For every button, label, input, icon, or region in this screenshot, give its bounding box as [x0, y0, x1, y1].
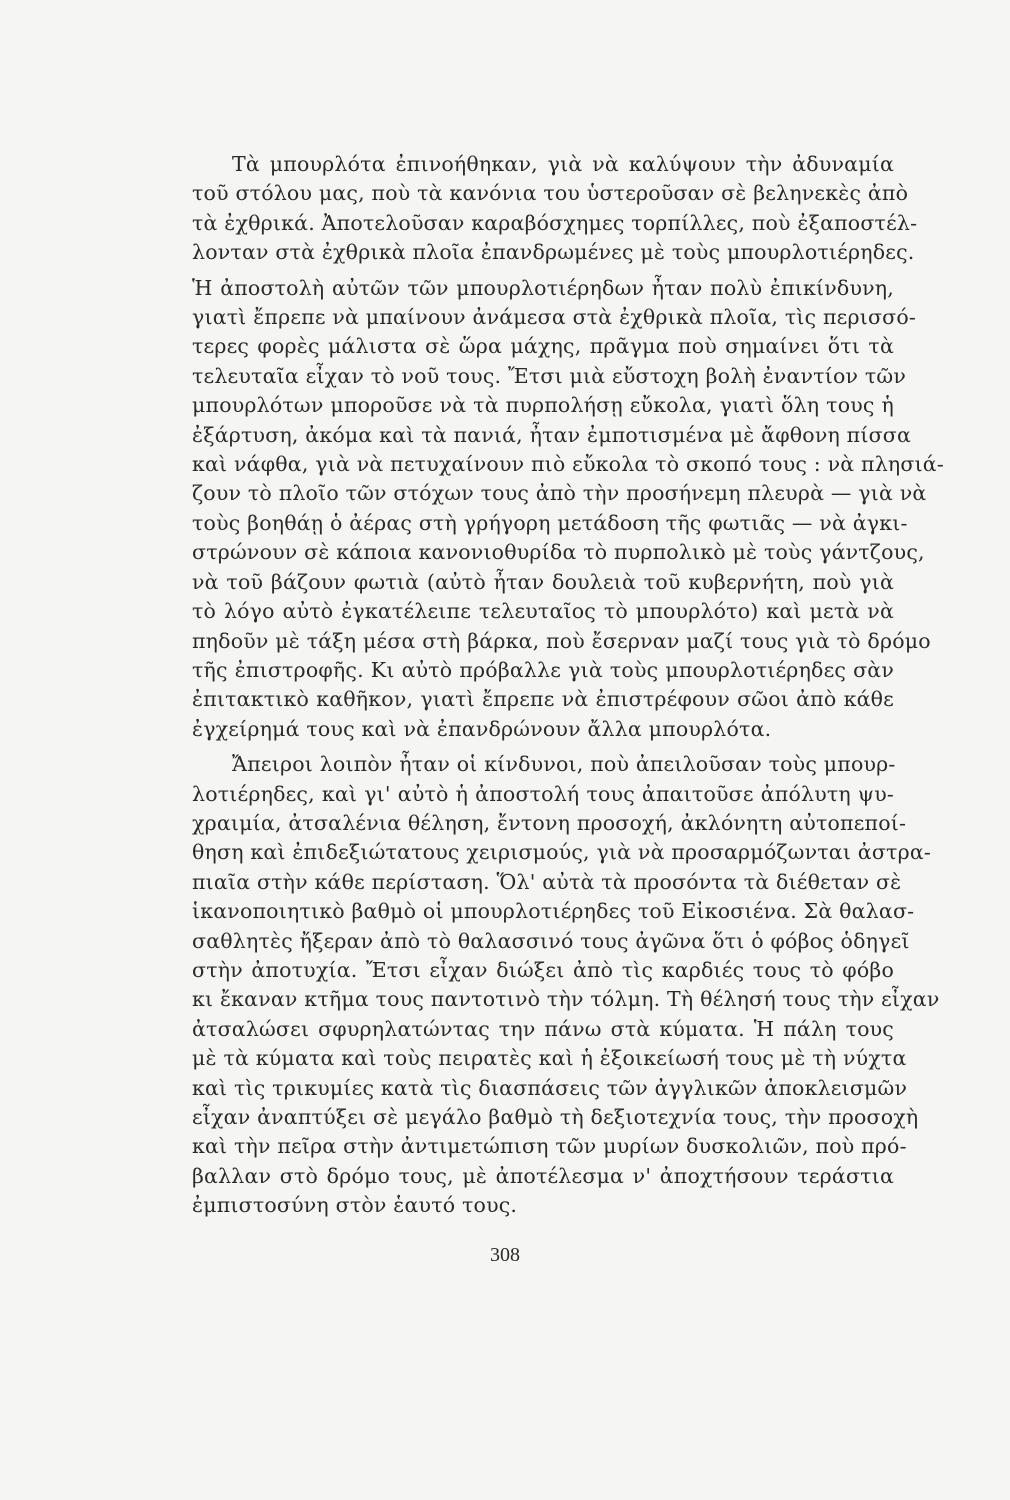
text-line: στρώνουν σὲ κάποια κανονιοθυρίδα τὸ πυρπολικὸ μὲ τοὺς γάντζους,	[192, 540, 925, 565]
text-line: κι ἔκαναν κτῆμα τους παντοτινὸ τὴν τόλμη. Τὴ θέλησή τους τὴν εἶχαν	[192, 987, 940, 1012]
text-line: μπουρλότων μποροῦσε νὰ τὰ πυρπολήσῃ εὔκολα, γιατὶ ὅλη τους ἡ	[192, 393, 894, 418]
paragraph-1	[192, 150, 918, 268]
text-line: καὶ τὶς τρικυμίες κατὰ τὶς διασπάσεις τῶν ἀγγλικῶν ἀποκλεισμῶν	[192, 1075, 908, 1100]
text-line: νὰ τοῦ βάζουν φωτιὰ (αὐτὸ ἦταν δουλειὰ τοῦ κυβερνήτη, ποὺ γιὰ	[192, 569, 894, 594]
text-line: εἶχαν ἀναπτύξει σὲ μεγάλο βαθμὸ τὴ δεξιοτεχνία τους, τὴν προσοχὴ	[192, 1105, 919, 1129]
text-line: ἐξάρτυση, ἀκόμα καὶ τὰ πανιά, ἦταν ἐμποτισμένα μὲ ἄφθονη πίσσα	[192, 422, 912, 447]
text-line: λοτιέρηδες, καὶ γι' αὐτὸ ἡ ἀποστολή τους ἀπαιτοῦσε ἀπόλυτη ψυ-	[192, 781, 894, 806]
text-line: καὶ τὴν πεῖρα στὴν ἀντιμετώπιση τῶν μυρίων δυσκολιῶν, ποὺ πρό-	[192, 1134, 907, 1159]
text-line: ἐμπιστοσύνη στὸν ἑαυτό τους.	[192, 1193, 518, 1218]
text-line: ἐπιτακτικὸ καθῆκον, γιατὶ ἔπρεπε νὰ ἐπιστρέφουν σῶοι ἀπὸ κάθε	[192, 687, 894, 712]
text-line: λονταν στὰ ἐχθρικὰ πλοῖα ἐπανδρωμένες μὲ τοὺς μπουρλοτιέρηδες.	[192, 240, 915, 265]
text-line: τὰ ἐχθρικά. Ἀποτελοῦσαν καραβόσχημες τορπίλλες, ποὺ ἐξαποστέλ-	[192, 210, 918, 235]
text-line: τοῦ στόλου μας, ποὺ τὰ κανόνια του ὑστεροῦσαν σὲ βεληνεκὲς ἀπὸ	[192, 181, 909, 206]
text-line: ἱκανοποιητικὸ βαθμὸ οἱ μπουρλοτιέρηδες τοῦ Εἰκοσιένα. Σὰ θαλασ-	[192, 899, 915, 924]
text-line: τελευταῖα εἶχαν τὸ νοῦ τους. Ἔτσι μιὰ εὔστοχη βολὴ ἐναντίον τῶν	[192, 363, 906, 388]
text-line: ἐγχείρημά τους καὶ νὰ ἐπανδρώνουν ἄλλα μπουρλότα.	[192, 716, 772, 741]
text-line: καὶ νάφθα, γιὰ νὰ πετυχαίνουν πιὸ εὔκολα τὸ σκοπό τους : νὰ πλησιά-	[192, 452, 944, 477]
text-line: τοὺς βοηθάῃ ὁ ἀέρας στὴ γρήγορη μετάδοση τῆς φωτιᾶς — νὰ ἀγκι-	[192, 510, 908, 535]
text-line: τῆς ἐπιστροφῆς. Κι αὐτὸ πρόβαλλε γιὰ τοὺς μπουρλοτιέρηδες σὰν	[192, 657, 894, 682]
paragraph-3	[192, 750, 940, 1221]
text-line: γιατὶ ἔπρεπε νὰ μπαίνουν ἀνάμεσα στὰ ἐχθρικὰ πλοῖα, τὶς περισσό-	[192, 305, 917, 330]
text-line: ἀτσαλώσει σφυρηλατώντας την πάνω στὰ κύματα. Ἡ πάλη τους	[192, 1016, 894, 1041]
body-text	[192, 150, 944, 1227]
text-line: πιαῖα στὴν κάθε περίσταση. Ὅλ' αὐτὰ τὰ προσόντα τὰ διέθεταν σὲ	[192, 869, 902, 894]
text-line: θηση καὶ ἐπιδεξιώτατους χειρισμούς, γιὰ νὰ προσαρμόζωνται ἀστρα-	[192, 840, 931, 865]
text-line: βαλλαν στὸ δρόμο τους, μὲ ἀποτέλεσμα ν' ἀποχτήσουν τεράστια	[192, 1163, 894, 1188]
text-line: Ἡ ἀποστολὴ αὐτῶν τῶν μπουρλοτιέρηδων ἦταν πολὺ ἐπικίνδυνη,	[192, 275, 894, 300]
text-line: σαθλητὲς ἤξεραν ἀπὸ τὸ θαλασσινό τους ἀγῶνα ὅτι ὁ φόβος ὁδηγεῖ	[192, 928, 910, 953]
text-line: τὸ λόγο αὐτὸ ἐγκατέλειπε τελευταῖος τὸ μπουρλότο) καὶ μετὰ νὰ	[192, 599, 894, 624]
text-line: στὴν ἀποτυχία. Ἔτσι εἶχαν διώξει ἀπὸ τὶς καρδιές τους τὸ φόβο	[192, 957, 894, 982]
text-line: Τὰ μπουρλότα ἐπινοήθηκαν, γιὰ νὰ καλύψουν τὴν ἀδυναμία	[232, 152, 894, 176]
paragraph-2	[192, 274, 944, 745]
text-line: μὲ τὰ κύματα καὶ τοὺς πειρατὲς καὶ ἡ ἐξοικείωσή τους μὲ τὴ νύχτα	[192, 1046, 907, 1071]
text-line: τερες φορὲς μάλιστα σὲ ὥρα μάχης, πρᾶγμα ποὺ σημαίνει ὅτι τὰ	[192, 334, 894, 359]
text-line: χραιμία, ἀτσαλένια θέληση, ἔντονη προσοχή, ἀκλόνητη αὐτοπεποί-	[192, 810, 907, 835]
page-number: 308	[490, 1244, 520, 1266]
text-line: Ἄπειροι λοιπὸν ἦταν οἱ κίνδυνοι, ποὺ ἀπειλοῦσαν τοὺς μπουρ-	[232, 752, 896, 777]
text-line: ζουν τὸ πλοῖο τῶν στόχων τους ἀπὸ τὴν προσήνεμη πλευρὰ — γιὰ νὰ	[192, 481, 927, 506]
text-line: πηδοῦν μὲ τάξη μέσα στὴ βάρκα, ποὺ ἔσερναν μαζί τους γιὰ τὸ δρόμο	[192, 628, 931, 653]
